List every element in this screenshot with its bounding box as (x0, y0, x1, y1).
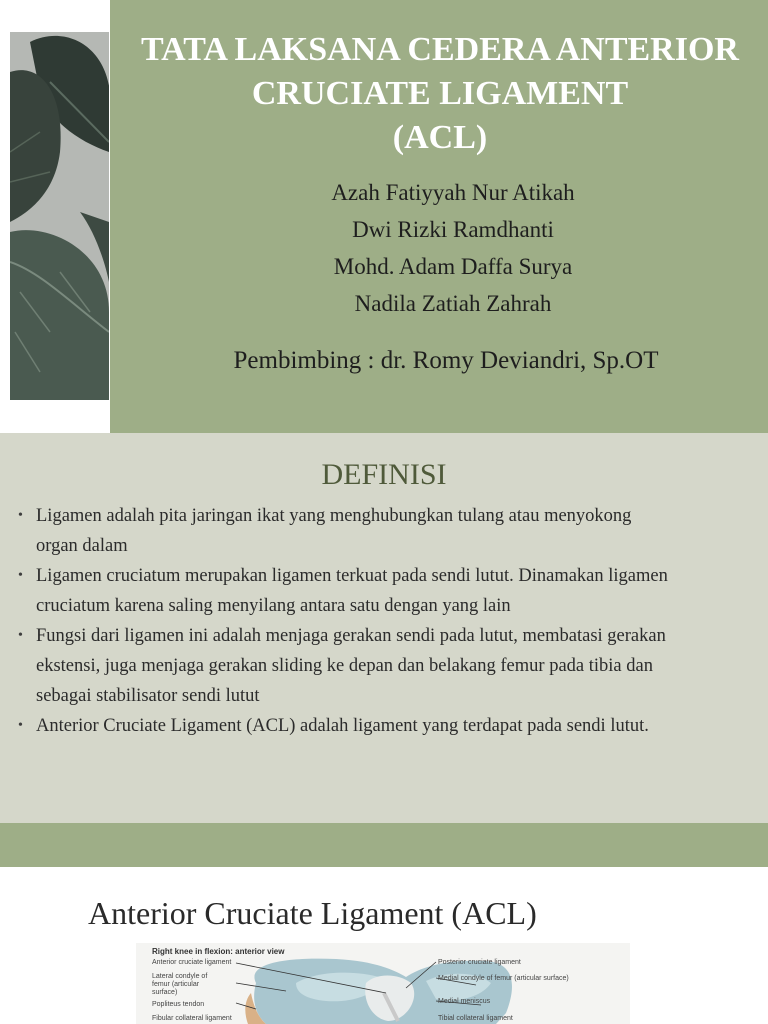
knee-anatomy-figure (136, 943, 630, 1024)
bullet-line: cruciatum karena saling menyilang antara satu dengan yang lain (36, 596, 511, 616)
bullet-item (16, 711, 768, 741)
bullet-line: ekstensi, juga menjaga gerakan sliding ke depan dan belakang femur pada tibia dan (36, 656, 653, 676)
figure-label: Fibular collateral ligament (152, 1015, 232, 1022)
bullet-item (16, 501, 768, 561)
bullet-dot-icon: • (18, 508, 23, 523)
bullet-line: Anterior Cruciate Ligament (ACL) adalah ligament yang terdapat pada sendi lutut. (36, 716, 649, 736)
definition-bullet-list (16, 501, 768, 741)
figure-label: Tibial collateral ligament (438, 1015, 513, 1022)
supervisor-line: Pembimbing : dr. Romy Deviandri, Sp.OT (233, 347, 659, 374)
figure-label: femur (articular (152, 981, 200, 988)
title-slide (0, 0, 768, 433)
acl-slide (0, 867, 768, 1024)
bullet-item (16, 621, 768, 711)
author-name: Mohd. Adam Daffa Surya (333, 254, 573, 279)
slide-divider-band (0, 823, 768, 867)
acl-slide-title: Anterior Cruciate Ligament (ACL) (88, 895, 537, 931)
title-line: CRUCIATE LIGAMENT (251, 75, 629, 112)
bullet-dot-icon: • (18, 718, 23, 733)
bullet-item (16, 561, 768, 621)
presentation-title (110, 28, 768, 160)
author-name: Dwi Rizki Ramdhanti (352, 217, 554, 242)
figure-label: Medial condyle of femur (articular surface) (438, 975, 569, 982)
bullet-line: organ dalam (36, 536, 128, 556)
bullet-line: Fungsi dari ligamen ini adalah menjaga gerakan sendi pada lutut, membatasi gerakan (36, 626, 666, 646)
definition-slide (0, 433, 768, 823)
bullet-line: Ligamen adalah pita jaringan ikat yang menghubungkan tulang atau menyokong (36, 506, 632, 526)
title-line: TATA LAKSANA CEDERA ANTERIOR (141, 31, 739, 68)
figure-label: Lateral condyle of (152, 973, 208, 980)
bullet-line: Ligamen cruciatum merupakan ligamen terkuat pada sendi lutut. Dinamakan ligamen (36, 566, 668, 586)
figure-label: Medial meniscus (438, 998, 491, 1005)
bullet-dot-icon: • (18, 628, 23, 643)
figure-label: Anterior cruciate ligament (152, 959, 232, 966)
author-name: Nadila Zatiah Zahrah (354, 291, 552, 316)
figure-label: surface) (152, 989, 178, 996)
figure-label: Popliteus tendon (152, 1001, 205, 1008)
bullet-dot-icon: • (18, 568, 23, 583)
author-name: Azah Fatiyyah Nur Atikah (331, 180, 575, 205)
knee-illustration (136, 943, 630, 1024)
definition-title: DEFINISI (321, 458, 447, 491)
figure-label: Posterior cruciate ligament (438, 959, 521, 966)
figure-caption: Right knee in flexion: anterior view (152, 947, 285, 956)
author-list (110, 174, 768, 322)
bullet-line: sebagai stabilisator sendi lutut (36, 686, 260, 706)
title-line: (ACL) (392, 119, 488, 156)
